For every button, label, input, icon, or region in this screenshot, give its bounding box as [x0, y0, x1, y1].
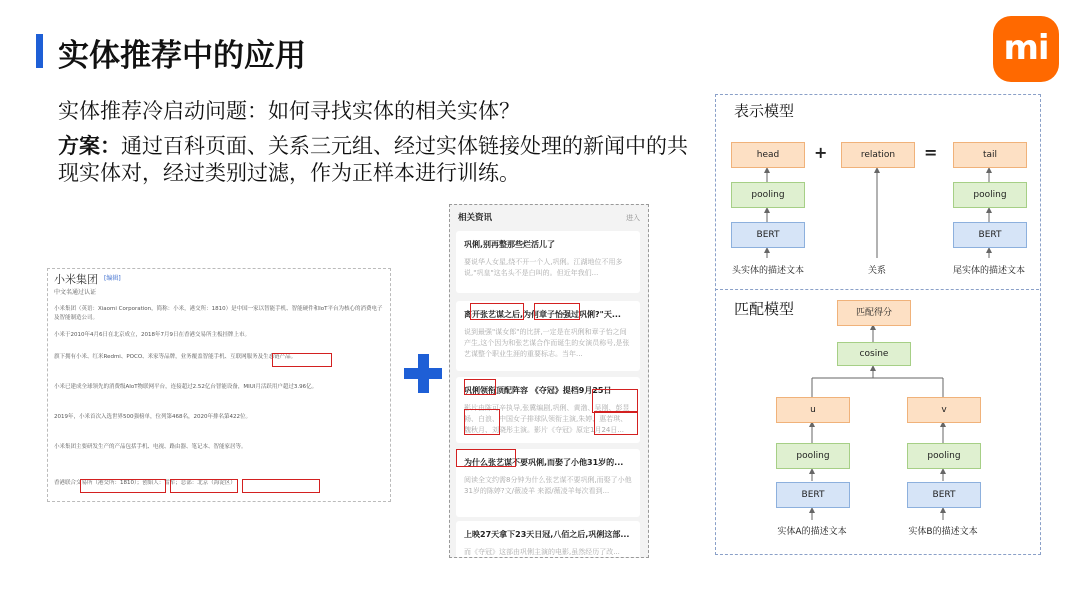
bert-box: BERT — [907, 482, 981, 508]
news-title: 离开张艺谋之后,为何章子怡强过巩俐?"天... — [464, 310, 621, 319]
pooling-box: pooling — [953, 182, 1027, 208]
news-body: 要说华人女星,绕不开一个人,巩俐。江湖地位不用多说,"巩皇"这名头不是白叫的。但近年我们... — [464, 258, 623, 277]
question-text: 实体推荐冷启动问题：如何寻找实体的相关实体？ — [58, 99, 520, 123]
news-body: 阅读全文约需8分钟为什么张艺谋不要巩俐,而娶了小他31岁的陈婷?文/薇凌羊 来源/薇凌羊每次看到... — [464, 476, 632, 495]
pooling-box: pooling — [731, 182, 805, 208]
baike-edit-link[interactable]: [编辑] — [104, 275, 121, 282]
logo-text: mi — [1003, 28, 1049, 68]
tail-text-label: 尾实体的描述文本 — [952, 266, 1025, 276]
head-text-label: 头实体的描述文本 — [731, 266, 804, 276]
news-body: 而《夺冠》这部由巩俐主演的电影,虽然经历了改... — [464, 548, 620, 556]
match-model-title: 匹配模型 — [734, 300, 795, 318]
pooling-box: pooling — [907, 443, 981, 469]
entity-a-label: 实体A的描述文本 — [777, 527, 847, 537]
news-header: 相关资讯 — [458, 213, 493, 223]
baike-subtitle: 中文名通过认证 — [54, 289, 97, 296]
score-box: 匹配得分 — [837, 300, 911, 326]
cosine-box: cosine — [837, 342, 911, 366]
baike-paragraph: 2019年，小米首次入选世界500强榜单，位列第468名，2020年排名第422位。 — [54, 414, 251, 420]
pooling-box: pooling — [776, 443, 850, 469]
news-body: 影片由陈可辛执导,张冀编剧,巩俐、黄渤、吴刚、彭昱畅、白浪、中国女子排球队领衔主演,朱婷、惠若琪、魏秋月、刘晓彤主演。影片《夺冠》原定1月24日... — [464, 404, 630, 434]
plus-symbol: + — [814, 143, 828, 162]
news-title: 巩俐,别再整那些烂活儿了 — [464, 240, 556, 249]
baike-paragraph: 小米已建成全球领先的消费级AIoT物联网平台，连接超过2.52亿台智能设备，MIUI月活跃用户超过3.96亿。 — [54, 384, 318, 390]
repr-model-title: 表示模型 — [734, 102, 795, 120]
equals-symbol: = — [924, 143, 938, 162]
v-box: v — [907, 397, 981, 423]
baike-title: 小米集团 — [54, 273, 98, 286]
news-title: 巩俐领衔顶配阵容 《夺冠》提档9月25日 — [464, 386, 612, 395]
entity-b-label: 实体B的描述文本 — [908, 527, 978, 537]
bert-box: BERT — [776, 482, 850, 508]
news-title: 为什么张艺谋不要巩俐,而娶了小他31岁的... — [464, 458, 624, 467]
baike-paragraph: 香港联合交易所（港交所：1810）；创始人：雷军；总部：北京（海淀区） — [54, 480, 236, 486]
news-body: 说到最强"谋女郎"的比拼,一定是在巩俐和章子怡之间产生,这个因为和张艺谋合作而诞生的女演员称号,是张艺谋整个职业生涯的重要标志。当年... — [464, 328, 630, 358]
baike-paragraph: 小米集团主要研发生产的产品包括手机、电视、路由器、笔记本、智能家居等。 — [54, 444, 247, 450]
bert-box: BERT — [731, 222, 805, 248]
plan-text: 通过百科页面、关系三元组、经过实体链接处理的新闻中的共现实体对，经过类别过滤，作为正样本进行训练。 — [58, 134, 688, 185]
plan-label: 方案： — [58, 134, 121, 158]
baike-paragraph: 小米于2010年4月6日在北京成立，2018年7月9日在香港交易所主板挂牌上市。 — [54, 332, 250, 338]
u-box: u — [776, 397, 850, 423]
news-more-link[interactable]: 进入 — [626, 214, 640, 222]
baike-paragraph: 旗下拥有小米、红米Redmi、POCO、米家等品牌，业务覆盖智能手机、互联网服务及生态链产品。 — [54, 354, 297, 360]
bert-box: BERT — [953, 222, 1027, 248]
baike-paragraph: 小米集团（英语：Xiaomi Corporation，简称：小米，港交所：1810）是中国一家以智能手机、智能硬件和IoT平台为核心的消费电子及智能制造公司。 — [54, 306, 383, 321]
tail-box: tail — [953, 142, 1027, 168]
relation-box: relation — [841, 142, 915, 168]
news-title: 上映27天拿下23天日冠,八佰之后,巩俐这部... — [464, 530, 630, 539]
head-box: head — [731, 142, 805, 168]
page-title: 实体推荐中的应用 — [58, 38, 306, 74]
relation-label: 关系 — [867, 266, 886, 276]
